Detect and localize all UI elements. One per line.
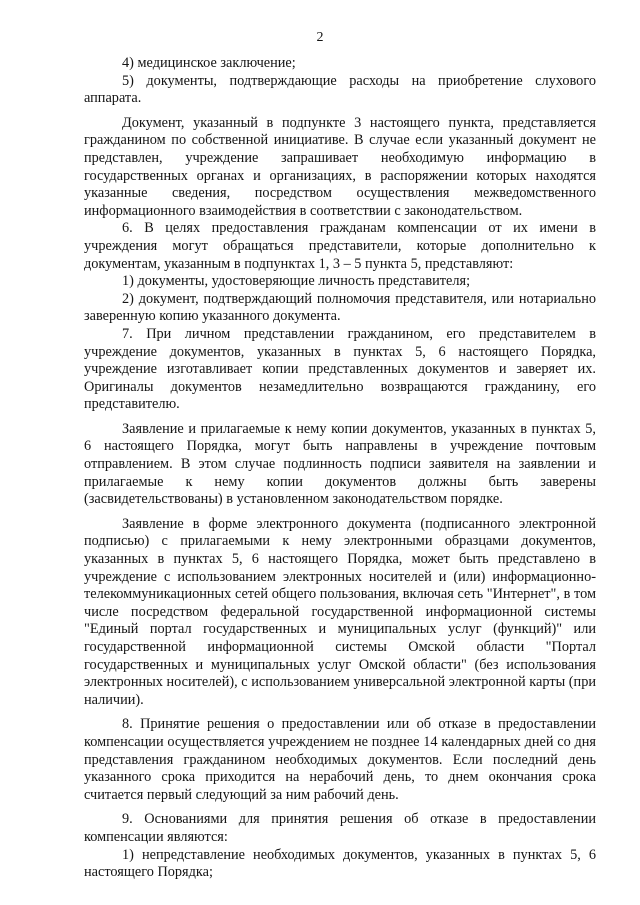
paragraph-clause-6: 6. В целях предоставления гражданам компенсации от их имени в учреждения могут обращаться представители, которые дополнительно к документам, указанным в подпунктах 1, 3 – 5 пункта 5, представляют: [84,220,596,272]
list-item-expense-documents: 5) документы, подтверждающие расходы на приобретение слухового аппарата. [84,72,596,107]
paragraph-document-initiative: Документ, указанный в подпункте 3 настоящего пункта, представляется гражданином по собственной инициативе. В случае если указанный документ не представлен, учреждение запрашивает необходимую информацию в государственных органах и организациях, в распоряжении которых находятся указанные сведения, посредством осуществления межведомственного информационного взаимодействия в соответствии с законодательством. [84,114,596,219]
paragraph-electronic-submission: Заявление в форме электронного документа (подписанного электронной подписью) с прилагаемыми к нему электронными образцами документов, указанных в пунктах 5, 6 настоящего Порядка, может быть представлено в учреждение с использованием электронных носителей и (или) информационно-телекоммуникационных сетей общего пользования, включая сеть "Интернет", в том числе посредством федеральной государственной информационной системы "Единый портал государственных и муниципальных услуг (функций)" или государственной информационной системы Омской области "Портал государственных и муниципальных услуг Омской области" (без использования электронных носителей), с использованием универсальной электронной карты (при наличии). [84,515,596,708]
list-item-medical-conclusion: 4) медицинское заключение; [122,55,296,71]
list-item-authority-document: 2) документ, подтверждающий полномочия представителя, или нотариально заверенную копию указанного документа. [84,290,596,325]
document-body [84,55,596,882]
paragraph-clause-7: 7. При личном представлении гражданином, его представителем в учреждение документов, указанных в пунктах 5, 6 настоящего Порядка, учреждение изготавливает копии представленных документов и заверяет их. Оригиналы документов незамедлительно возвращаются гражданину, его представителю. [84,325,596,413]
list-item-missing-documents: 1) непредставление необходимых документов, указанных в пунктах 5, 6 настоящего Порядка; [84,846,596,881]
page-number: 2 [316,30,324,45]
paragraph-clause-8: 8. Принятие решения о предоставлении или об отказе в предоставлении компенсации осуществляется учреждением не позднее 14 календарных дней со дня представления гражданином необходимых документов. Если последний день указанного срока приходится на нерабочий день, то днем окончания срока считается первый следующий за ним рабочий день. [84,716,596,803]
list-item-identity-documents: 1) документы, удостоверяющие личность представителя; [122,273,471,290]
paragraph-clause-9: 9. Основаниями для принятия решения об отказе в предоставлении компенсации являются: [84,811,596,845]
paragraph-postal-submission: Заявление и прилагаемые к нему копии документов, указанных в пунктах 5, 6 настоящего Порядка, могут быть направлены в учреждение почтовым отправлением. В этом случае подлинность подписи заявителя на заявлении и прилагаемые к нему копии документов должны быть заверены (засвидетельствованы) в установленном законодательством порядке. [84,420,596,508]
